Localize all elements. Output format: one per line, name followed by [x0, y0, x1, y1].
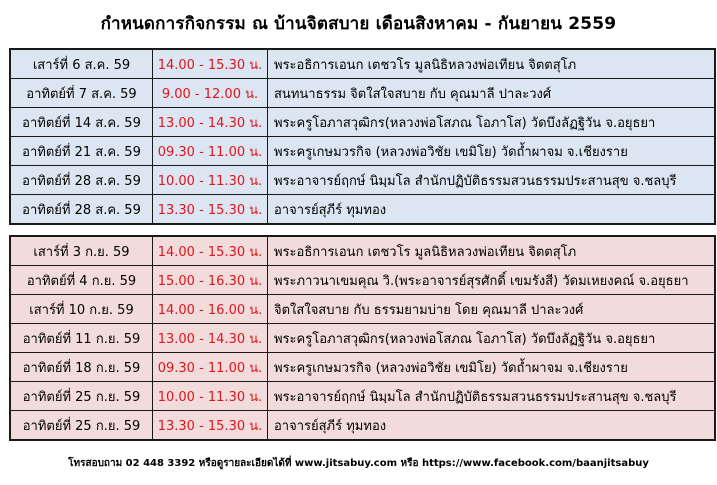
date-cell: อาทิตย์ที่ 25 ก.ย. 59 — [10, 411, 153, 441]
activity-cell: อาจารย์สุภีร์ ทุมทอง — [268, 195, 716, 225]
table-row — [10, 236, 715, 266]
date-cell: อาทิตย์ที่ 7 ส.ค. 59 — [10, 79, 153, 108]
table-row — [10, 353, 715, 382]
table-row — [10, 137, 715, 166]
time-cell: 09.30 - 11.00 น. — [153, 137, 268, 166]
time-cell: 13.00 - 14.30 น. — [153, 324, 268, 353]
activity-cell: พระอาจารย์ฤกษ์ นิมฺมโล สำนักปฏิบัติธรรมสวนธรรมประสานสุข จ.ชลบุรี — [268, 382, 716, 411]
time-cell: 10.00 - 11.30 น. — [153, 166, 268, 195]
table-row — [10, 411, 715, 441]
time-cell: 09.30 - 11.00 น. — [153, 353, 268, 382]
contact-footer: โทรสอบถาม 02 448 3392 หรือดูรายละเอียดได้ที่ www.jitsabuy.com หรือ https://www.facebook.com/baanjitsabuy — [68, 458, 649, 469]
table-row — [10, 382, 715, 411]
activity-cell: สนทนาธรรม จิตใสใจสบาย กับ คุณมาลี ปาละวงศ์ — [268, 79, 716, 108]
table-row — [10, 49, 715, 79]
date-cell: อาทิตย์ที่ 18 ก.ย. 59 — [10, 353, 153, 382]
table-row — [10, 266, 715, 295]
time-cell: 9.00 - 12.00 น. — [153, 79, 268, 108]
date-cell: เสาร์ที่ 3 ก.ย. 59 — [10, 236, 153, 266]
table-row — [10, 324, 715, 353]
table-row — [10, 79, 715, 108]
date-cell: อาทิตย์ที่ 11 ก.ย. 59 — [10, 324, 153, 353]
date-cell: อาทิตย์ที่ 28 ส.ค. 59 — [10, 166, 153, 195]
august-schedule-table — [9, 48, 716, 225]
time-cell: 13.30 - 15.30 น. — [153, 195, 268, 225]
activity-cell: พระอธิการเอนก เตชวโร มูลนิธิหลวงพ่อเทียน จิตตสุโภ — [268, 236, 716, 266]
activity-cell: พระครูเกษมวรกิจ (หลวงพ่อวิชัย เขมิโย) วัดถ้ำผาจม จ.เชียงราย — [268, 137, 716, 166]
activity-cell: พระอธิการเอนก เตชวโร มูลนิธิหลวงพ่อเทียน จิตตสุโภ — [268, 49, 716, 79]
time-cell: 14.00 - 15.30 น. — [153, 236, 268, 266]
activity-cell: พระอาจารย์ฤกษ์ นิมฺมโล สำนักปฏิบัติธรรมสวนธรรมประสานสุข จ.ชลบุรี — [268, 166, 716, 195]
time-cell: 14.00 - 15.30 น. — [153, 49, 268, 79]
activity-cell: จิตใสใจสบาย กับ ธรรมยามบ่าย โดย คุณมาลี ปาละวงศ์ — [268, 295, 716, 324]
date-cell: อาทิตย์ที่ 25 ก.ย. 59 — [10, 382, 153, 411]
activity-cell: พระครูเกษมวรกิจ (หลวงพ่อวิชัย เขมิโย) วัดถ้ำผาจม จ.เชียงราย — [268, 353, 716, 382]
date-cell: อาทิตย์ที่ 14 ส.ค. 59 — [10, 108, 153, 137]
time-cell: 10.00 - 11.30 น. — [153, 382, 268, 411]
table-row — [10, 195, 715, 225]
activity-cell: พระครูโอภาสวุฒิกร(หลวงพ่อโสภณ โอภาโส) วัดบึงลัฏฐิวัน จ.อยุธยา — [268, 108, 716, 137]
table-row — [10, 295, 715, 324]
table-row — [10, 108, 715, 137]
time-cell: 14.00 - 16.00 น. — [153, 295, 268, 324]
activity-cell: อาจารย์สุภีร์ ทุมทอง — [268, 411, 716, 441]
date-cell: อาทิตย์ที่ 28 ส.ค. 59 — [10, 195, 153, 225]
table-row — [10, 166, 715, 195]
activity-cell: พระครูโอภาสวุฒิกร(หลวงพ่อโสภณ โอภาโส) วัดบึงลัฏฐิวัน จ.อยุธยา — [268, 324, 716, 353]
time-cell: 13.30 - 15.30 น. — [153, 411, 268, 441]
page-title: กำหนดการกิจกรรม ณ บ้านจิตสบาย เดือนสิงหาคม - กันยายน 2559 — [100, 14, 617, 34]
september-schedule-table — [9, 235, 716, 441]
date-cell: อาทิตย์ที่ 4 ก.ย. 59 — [10, 266, 153, 295]
date-cell: อาทิตย์ที่ 21 ส.ค. 59 — [10, 137, 153, 166]
date-cell: เสาร์ที่ 10 ก.ย. 59 — [10, 295, 153, 324]
time-cell: 13.00 - 14.30 น. — [153, 108, 268, 137]
time-cell: 15.00 - 16.30 น. — [153, 266, 268, 295]
activity-cell: พระภาวนาเขมคุณ วิ.(พระอาจารย์สุรศักดิ์ เขมรังสี) วัดมเหยงคณ์ จ.อยุธยา — [268, 266, 716, 295]
date-cell: เสาร์ที่ 6 ส.ค. 59 — [10, 49, 153, 79]
